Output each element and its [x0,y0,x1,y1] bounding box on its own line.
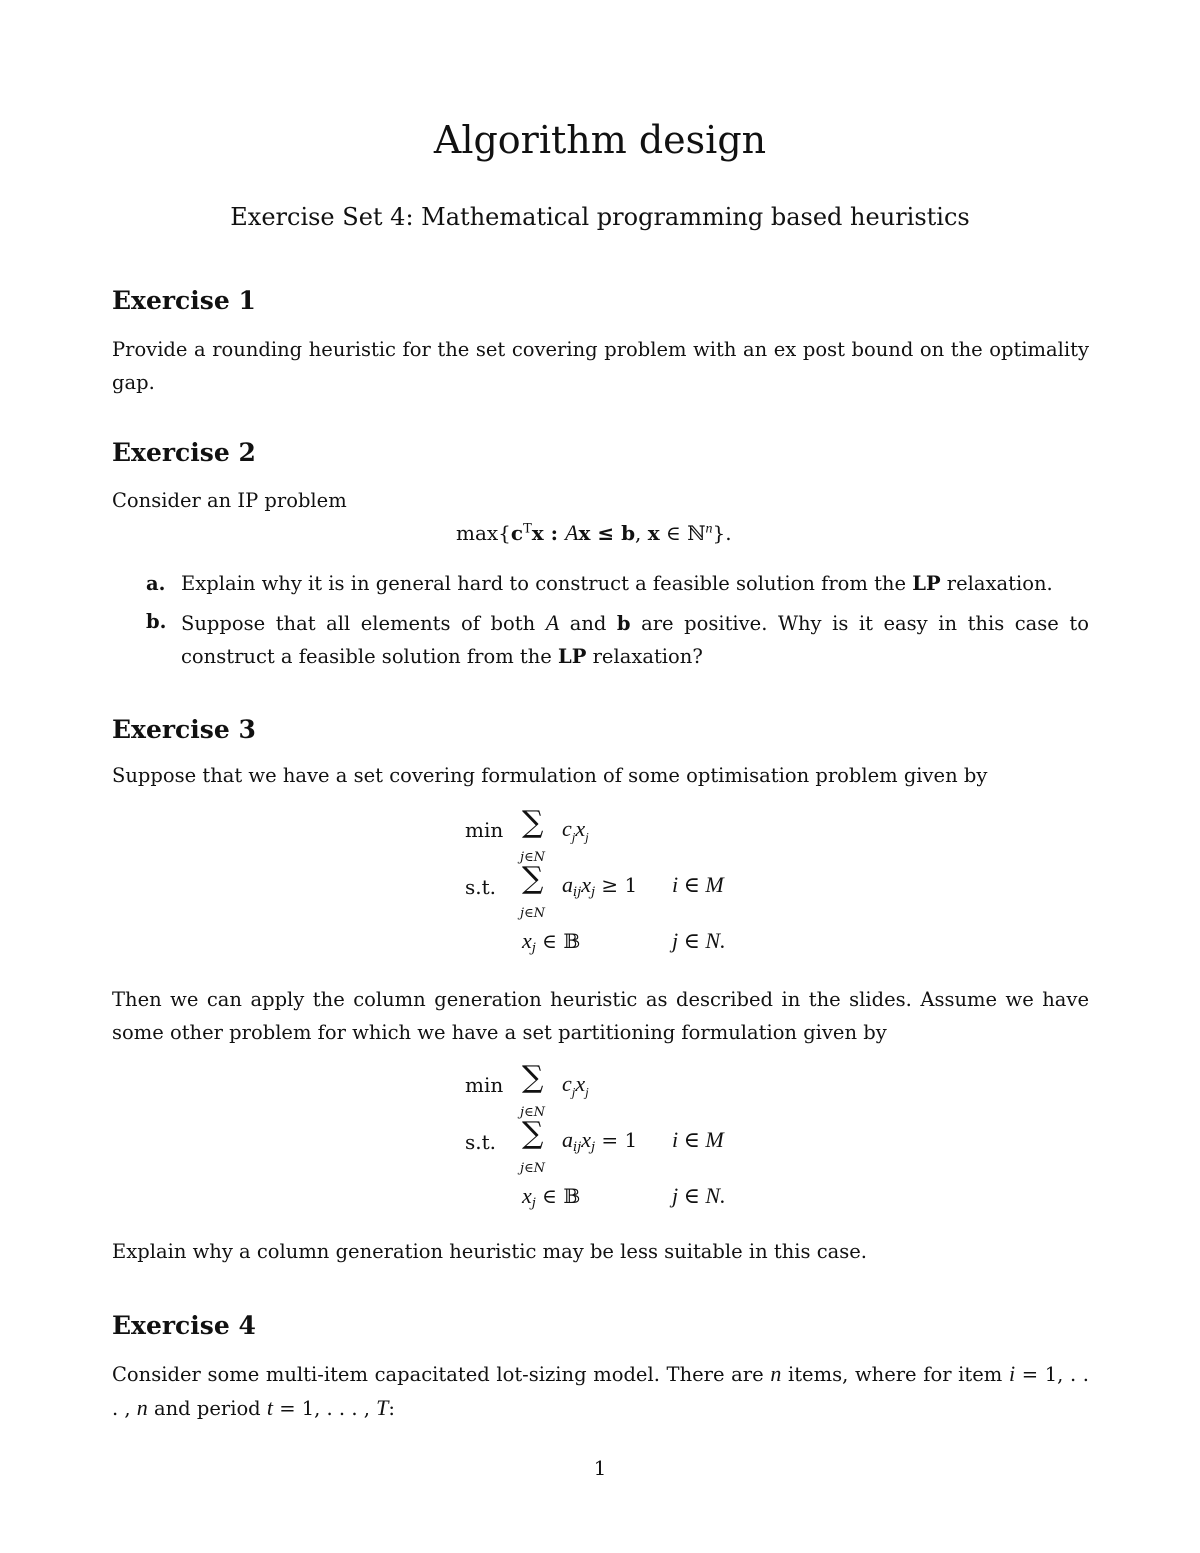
item-b-part1: Suppose that all elements of both [181,612,546,635]
ex4-n1: n [770,1361,782,1386]
model2-sum-con-index: j∈N [520,1161,546,1176]
model2-dom-set: ∈ 𝔹 [535,1184,581,1208]
ex4-n2: n [136,1395,148,1420]
model1-constraint-index: i ∈ M [672,872,724,897]
model2-obj-c: c [562,1071,572,1096]
model1-con-xsub: j [590,885,595,901]
model1-con-asub: ij [573,885,582,901]
formula-max: max{ [456,521,511,545]
formula-A: A [565,520,579,545]
item-b-lp: LP [558,645,587,668]
exercise-3-outro: Explain why a column generation heuristic may be less suitable in this case. [112,1240,868,1263]
item-b-text [181,606,1089,673]
item-b-A: A [545,610,560,635]
model2-sum-obj: ∑ [522,1060,544,1095]
model1-dom-set: ∈ 𝔹 [535,929,581,953]
item-a-post: relaxation. [940,572,1053,595]
model1-dom-x: x [522,928,532,953]
exercise-4-heading: Exercise 4 [112,1311,256,1340]
model1-st: s.t. [465,875,497,899]
ex4-t: t [266,1395,273,1420]
model2-con-asub: ij [573,1140,582,1156]
ex4-part1: Consider some multi-item capacitated lot-sizing model. There are [112,1363,771,1386]
model2-obj-x: x [575,1071,586,1096]
model2-con-x: x [581,1127,591,1152]
model2-st: s.t. [465,1130,497,1154]
model2-sum-con: ∑ [522,1116,544,1151]
exercise-3-intro: Suppose that we have a set covering formulation of some optimisation problem given by [112,764,988,787]
formula-n: n [705,521,713,537]
exercise-2-intro: Consider an IP problem [112,489,347,512]
model1-sum-obj-index: j∈N [520,850,546,865]
formula-x3: x [647,521,660,545]
model1-constraint [562,872,637,900]
model2-obj-xsub: j [585,1084,589,1100]
exercise-1-heading: Exercise 1 [112,286,256,315]
model1-obj-csub: j [571,829,576,845]
formula-in: ∈ ℕ [659,521,706,545]
model1-con-x: x [581,872,591,897]
model1-min: min [465,818,504,842]
model1-obj-c: c [562,816,572,841]
model1-objective [562,816,589,845]
model2-objective [562,1071,589,1100]
item-a-pre: Explain why it is in general hard to construct a feasible solution from the [181,572,913,595]
exercise-3-heading: Exercise 3 [112,715,256,744]
ip-formula [456,520,732,546]
model1-con-a: a [562,872,573,897]
ex4-part5: = 1, . . . , [273,1397,377,1420]
item-b-label: b. [146,610,167,633]
model1-sum-con-index: j∈N [520,906,546,921]
formula-comma: , [635,521,648,545]
ex4-part2: items, where for item [781,1363,1009,1386]
item-b-part3: are positive. Why is it easy in this case to construct a feasible solution from the [181,612,1089,668]
model2-domain-index: j ∈ N. [672,1183,726,1208]
item-b-part2: and [559,612,617,635]
item-a-lp: LP [912,572,941,595]
model1-dom-xsub: j [531,941,536,957]
exercise-2-heading: Exercise 2 [112,438,256,467]
model1-domain-index: j ∈ N. [672,928,726,953]
item-b-part4: relaxation? [586,645,703,668]
page-number: 1 [593,1456,607,1480]
model2-con-a: a [562,1127,573,1152]
ex4-part4: and period [147,1397,267,1420]
model1-sum-obj: ∑ [522,805,544,840]
formula-x2: x ≤ [578,521,622,545]
exercise-1-text: Provide a rounding heuristic for the set covering problem with an ex post bound on the optimality gap. [112,338,1089,394]
formula-x1: x : [531,521,565,545]
item-a-label: a. [146,572,166,595]
document-subtitle: Exercise Set 4: Mathematical programming based heuristics [230,203,970,231]
model2-dom-xsub: j [531,1196,536,1212]
model2-constraint [562,1127,637,1155]
model2-sum-obj-index: j∈N [520,1105,546,1120]
model2-domain [522,1183,580,1211]
model2-constraint-index: i ∈ M [672,1127,724,1152]
formula-c: c [510,521,524,545]
ex4-part3: = 1, . . . , [112,1363,1090,1420]
model1-con-rel: ≥ 1 [595,873,638,897]
formula-b: b [621,521,636,545]
model1-obj-x: x [575,816,586,841]
exercise-4-text [112,1357,1089,1425]
formula-close: }. [712,521,732,545]
formula-transpose: T [523,521,532,537]
model2-con-xsub: j [590,1140,595,1156]
ex4-T: T [376,1395,389,1420]
model1-obj-xsub: j [585,829,589,845]
ex4-part6: : [388,1397,395,1420]
model1-sum-con: ∑ [522,861,544,896]
model2-obj-csub: j [571,1084,576,1100]
item-a-text [181,572,1053,595]
model2-dom-x: x [522,1183,532,1208]
model1-domain [522,928,580,956]
document-title: Algorithm design [433,118,767,162]
model2-con-rel: = 1 [595,1128,638,1152]
item-b-b: b [616,612,631,635]
exercise-3-middle: Then we can apply the column generation heuristic as described in the slides. Assume we have some other problem for which we have a set partitioning formulation given by [112,988,1089,1044]
ex4-i: i [1008,1361,1016,1386]
model2-min: min [465,1073,504,1097]
